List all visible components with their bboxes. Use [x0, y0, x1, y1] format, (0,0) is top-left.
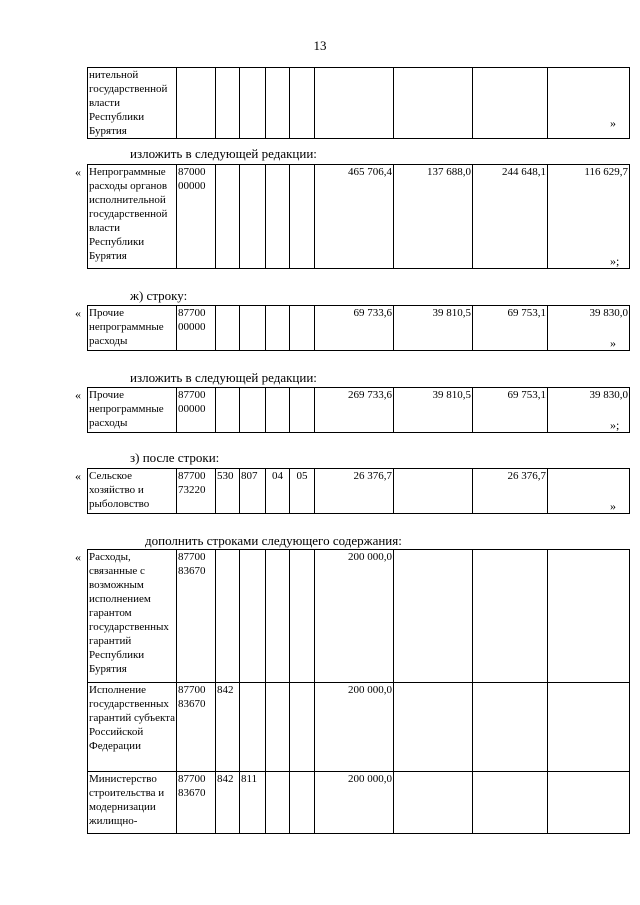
budget-table-fragment [87, 387, 630, 433]
section-cell [266, 306, 290, 351]
row-name-cell: Сельское хозяйство и рыболовство [88, 469, 177, 514]
amount-cell: 200 000,0 [315, 550, 394, 683]
amount-cell: 69 753,1 [473, 306, 548, 351]
section-heading: дополнить строками следующего содержания: [145, 533, 402, 548]
table-row [88, 772, 630, 834]
amount-cell [548, 683, 630, 772]
row-name-cell: Расходы, связанные с возможным исполнением гарантом государственных гарантий Республики Бурятия [88, 550, 177, 683]
ministry-code-cell [240, 68, 266, 139]
opening-quote: « [75, 388, 81, 402]
amount-cell [548, 68, 630, 139]
section-heading: изложить в следующей редакции: [130, 146, 317, 161]
type-code-cell [216, 68, 240, 139]
opening-quote: « [75, 306, 81, 320]
table-row [88, 683, 630, 772]
section-heading: з) после строки: [130, 450, 220, 465]
amount-cell: 69 733,6 [315, 306, 394, 351]
amount-cell [394, 469, 473, 514]
opening-quote: « [75, 550, 81, 564]
row-name-cell: Министерство строительства и модернизации жилищно- [88, 772, 177, 834]
subsection-cell: 05 [290, 469, 315, 514]
target-code-cell: 87700 83670 [177, 683, 216, 772]
section-cell [266, 68, 290, 139]
target-code-cell: 87700 00000 [177, 306, 216, 351]
budget-table-fragment [87, 305, 630, 351]
amount-cell [473, 550, 548, 683]
type-code-cell [216, 306, 240, 351]
ministry-code-cell [240, 550, 266, 683]
section-cell [266, 683, 290, 772]
subsection-cell [290, 165, 315, 269]
amount-cell [473, 772, 548, 834]
target-code-cell [177, 68, 216, 139]
type-code-cell [216, 388, 240, 433]
amount-cell: 116 629,7 [548, 165, 630, 269]
amount-cell [315, 68, 394, 139]
subsection-cell [290, 388, 315, 433]
section-cell [266, 772, 290, 834]
closing-quote: » [610, 116, 616, 130]
row-name-cell: Прочие непрограммные расходы [88, 388, 177, 433]
section-cell [266, 388, 290, 433]
amount-cell: 26 376,7 [315, 469, 394, 514]
amount-cell: 39 810,5 [394, 306, 473, 351]
target-code-cell: 87700 83670 [177, 772, 216, 834]
amount-cell [548, 469, 630, 514]
amount-cell [394, 772, 473, 834]
row-name-cell: нительной государственной власти Республики Бурятия [88, 68, 177, 139]
ministry-code-cell [240, 306, 266, 351]
section-cell [266, 550, 290, 683]
section-cell: 04 [266, 469, 290, 514]
ministry-code-cell: 807 [240, 469, 266, 514]
amount-cell [548, 772, 630, 834]
ministry-code-cell [240, 388, 266, 433]
subsection-cell [290, 68, 315, 139]
row-name-cell: Прочие непрограммные расходы [88, 306, 177, 351]
amount-cell: 200 000,0 [315, 683, 394, 772]
subsection-cell [290, 683, 315, 772]
amount-cell: 200 000,0 [315, 772, 394, 834]
closing-quote: »; [610, 254, 620, 268]
budget-table-fragment [87, 67, 630, 139]
amount-cell: 244 648,1 [473, 165, 548, 269]
subsection-cell [290, 306, 315, 351]
budget-table-fragment [87, 549, 630, 834]
type-code-cell: 530 [216, 469, 240, 514]
ministry-code-cell [240, 683, 266, 772]
subsection-cell [290, 550, 315, 683]
subsection-cell [290, 772, 315, 834]
table-row [88, 469, 630, 514]
amount-cell [394, 550, 473, 683]
type-code-cell: 842 [216, 772, 240, 834]
table-row [88, 165, 630, 269]
table-row [88, 306, 630, 351]
budget-table-fragment [87, 164, 630, 269]
target-code-cell: 87700 00000 [177, 388, 216, 433]
section-heading: изложить в следующей редакции: [130, 370, 317, 385]
type-code-cell: 842 [216, 683, 240, 772]
section-heading: ж) строку: [130, 288, 188, 303]
closing-quote: » [610, 499, 616, 513]
opening-quote: « [75, 469, 81, 483]
amount-cell: 39 830,0 [548, 388, 630, 433]
row-name-cell: Непрограммные расходы органов исполнительной государственной власти Республики Бурятия [88, 165, 177, 269]
type-code-cell [216, 165, 240, 269]
budget-table-fragment [87, 468, 630, 514]
amount-cell [394, 68, 473, 139]
ministry-code-cell [240, 165, 266, 269]
target-code-cell: 87700 83670 [177, 550, 216, 683]
page-number: 13 [313, 38, 327, 53]
table-row [88, 68, 630, 139]
amount-cell: 39 830,0 [548, 306, 630, 351]
amount-cell: 137 688,0 [394, 165, 473, 269]
table-row [88, 550, 630, 683]
closing-quote: »; [610, 418, 620, 432]
type-code-cell [216, 550, 240, 683]
row-name-cell: Исполнение государственных гарантий субъекта Российской Федерации [88, 683, 177, 772]
opening-quote: « [75, 165, 81, 179]
target-code-cell: 87700 73220 [177, 469, 216, 514]
amount-cell: 269 733,6 [315, 388, 394, 433]
target-code-cell: 87000 00000 [177, 165, 216, 269]
amount-cell [473, 68, 548, 139]
amount-cell: 26 376,7 [473, 469, 548, 514]
amount-cell: 69 753,1 [473, 388, 548, 433]
amount-cell: 465 706,4 [315, 165, 394, 269]
section-cell [266, 165, 290, 269]
table-row [88, 388, 630, 433]
amount-cell [394, 683, 473, 772]
amount-cell [548, 550, 630, 683]
amount-cell: 39 810,5 [394, 388, 473, 433]
ministry-code-cell: 811 [240, 772, 266, 834]
closing-quote: » [610, 336, 616, 350]
amount-cell [473, 683, 548, 772]
